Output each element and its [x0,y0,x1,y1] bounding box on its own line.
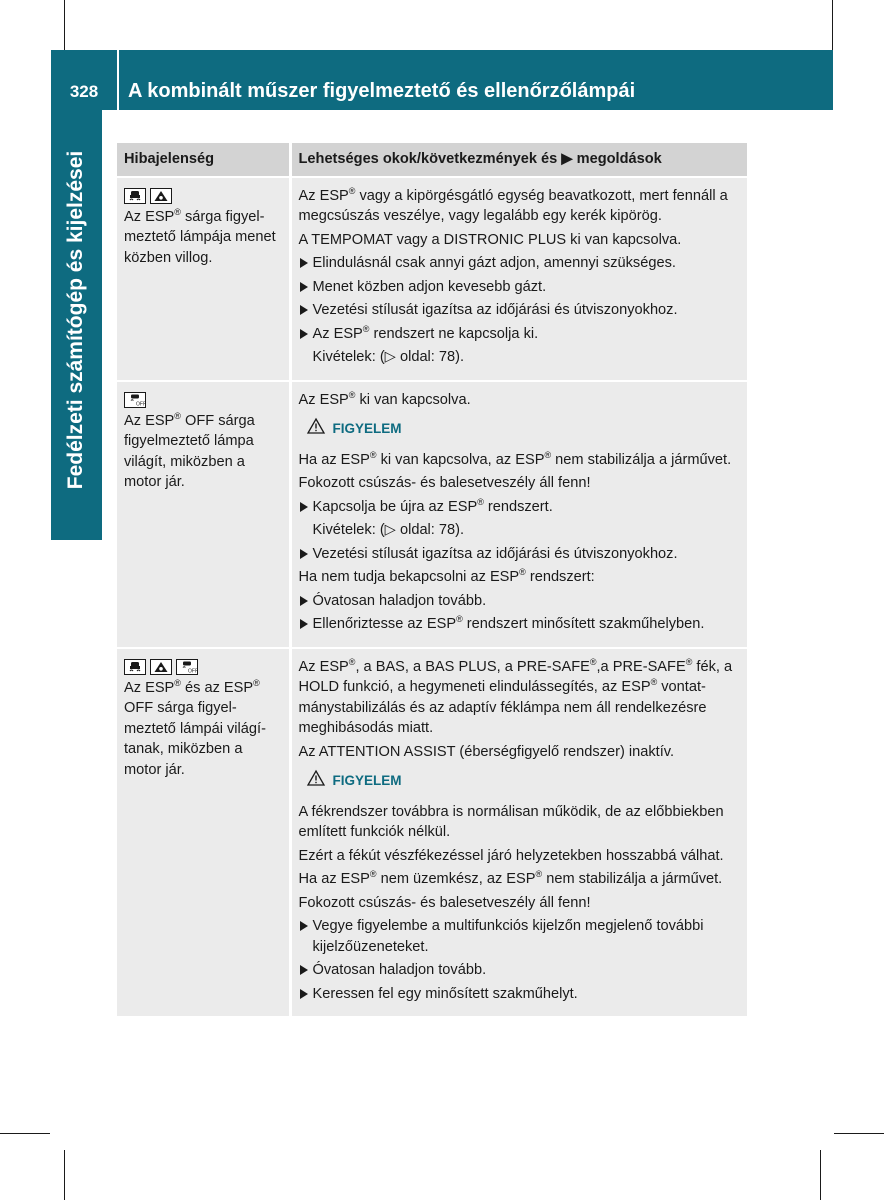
action-item: Vegye figyelembe a multifunkciós kijelzőn megjelenő további kijelzőüzeneteket. [299,916,741,957]
warning-triangle-icon [307,418,325,441]
action-item: Keressen fel egy minősített szakműhelyt. [299,984,741,1005]
esp-icon [124,659,146,675]
crop-mark [64,1150,65,1200]
indicator-icons [124,392,282,408]
svg-text:OFF: OFF [188,668,198,674]
action-item: Óvatosan haladjon tovább. [299,960,741,981]
bas-warning-icon [150,659,172,675]
crop-mark [832,0,833,50]
crop-mark [834,1133,884,1134]
description-text: Kivételek: (▷ oldal: 78). [312,522,465,538]
description-text: Az ESP® ki van kapcsolva. [298,389,471,408]
causes-cell [290,648,747,1017]
causes-cell [290,177,747,381]
header-separator [117,50,119,110]
causes-cell [290,381,747,648]
warning-label: FIGYELEM [332,773,402,788]
symptom-cell [117,381,290,648]
action-item: Elindulásnál csak annyi gázt adjon, amennyi szükséges. [299,253,741,274]
description-text: Az ATTENTION ASSIST (éberségfigyelő rendszer) inaktív. [298,743,675,760]
description-text: A TEMPOMAT vagy a DISTRONIC PLUS ki van kapcsolva. [298,231,682,248]
fault-table [117,143,747,1016]
header-symptom: Hibajelenség [117,143,290,177]
description-text: Az ESP® vagy a kipörgésgátló egység beavatkozott, mert fennáll a megcsúszás veszélye, vagy legalább egy kerék kipörög. [298,185,728,224]
action-item: Az ESP® rendszert ne kapcsolja ki. [299,324,741,345]
esp-icon [124,188,146,204]
symptom-cell [117,177,290,381]
description-text: Fokozott csúszás- és balesetveszély áll fenn! [298,894,591,911]
warning-notice [307,418,741,441]
warning-triangle-icon [307,770,325,793]
description-text: Ha az ESP® ki van kapcsolva, az ESP® nem stabilizálja a járművet. [298,449,732,468]
symptom-cell [117,648,290,1017]
table-row [117,177,747,381]
description-text: Fokozott csúszás- és balesetveszély áll fenn! [298,475,591,491]
action-item: Óvatosan haladjon tovább. [299,591,741,612]
indicator-icons [124,188,282,204]
description-text: A fékrendszer továbbra is normálisan működik, de az előbbiekben említett funkciók nélkül. [298,803,724,840]
warning-label: FIGYELEM [332,421,402,436]
warning-notice [307,770,741,793]
side-tab-label: Fedélzeti számítógép és kijelzései [64,150,87,490]
action-item: Ellenőriztesse az ESP® rendszert minősített szakműhelyben. [299,614,741,635]
crop-mark [820,1150,821,1200]
esp-off-icon [176,659,198,675]
bas-warning-icon [150,188,172,204]
symptom-text: Az ESP® OFF sárga figyelmeztető lámpa világít, miközben a motor jár. [124,410,255,490]
action-item: Vezetési stílusát igazítsa az időjárási és útviszonyokhoz. [299,300,741,321]
description-text: Ha az ESP® nem üzemkész, az ESP® nem stabilizálja a járművet. [298,869,723,887]
description-text: Az ESP®, a BAS, a BAS PLUS, a PRE-SAFE®,a PRE-SAFE® fék, a HOLD funkció, a hegymeneti elindulássegítés, az ESP® vontat- mánystabilizálás és az adaptív féklámpa nem áll rendelkezésre meghibásodás miatt. [298,656,733,736]
description-text: Ezért a fékút vészfékezéssel járó helyzetekben hosszabbá válhat. [298,847,724,864]
description-text: Kivételek: (▷ oldal: 78). [312,349,465,365]
crop-mark [0,1133,50,1134]
table-row [117,381,747,648]
esp-off-icon [124,392,146,408]
table-header-row [117,143,747,177]
action-item: Vezetési stílusát igazítsa az időjárási és útviszonyokhoz. [299,544,741,565]
action-item: Menet közben adjon kevesebb gázt. [299,277,741,298]
table-row [117,648,747,1017]
page-number: 328 [69,82,99,101]
description-text: Ha nem tudja bekapcsolni az ESP® rendszert: [298,567,595,585]
svg-text:OFF: OFF [136,401,146,407]
action-item: Kapcsolja be újra az ESP® rendszert. [299,497,741,518]
page-title: A kombinált műszer figyelmeztető és ellenőrzőlámpái [128,80,636,102]
crop-mark [64,0,65,50]
symptom-text: Az ESP® sárga figyel- meztető lámpája menet közben villog. [124,206,276,266]
symptom-text: Az ESP® és az ESP® OFF sárga figyel- meztető lámpái világí- tanak, miközben a motor jár. [124,677,266,778]
header-causes: Lehetséges okok/következmények és ▶ megoldások [290,143,747,177]
indicator-icons [124,659,282,675]
